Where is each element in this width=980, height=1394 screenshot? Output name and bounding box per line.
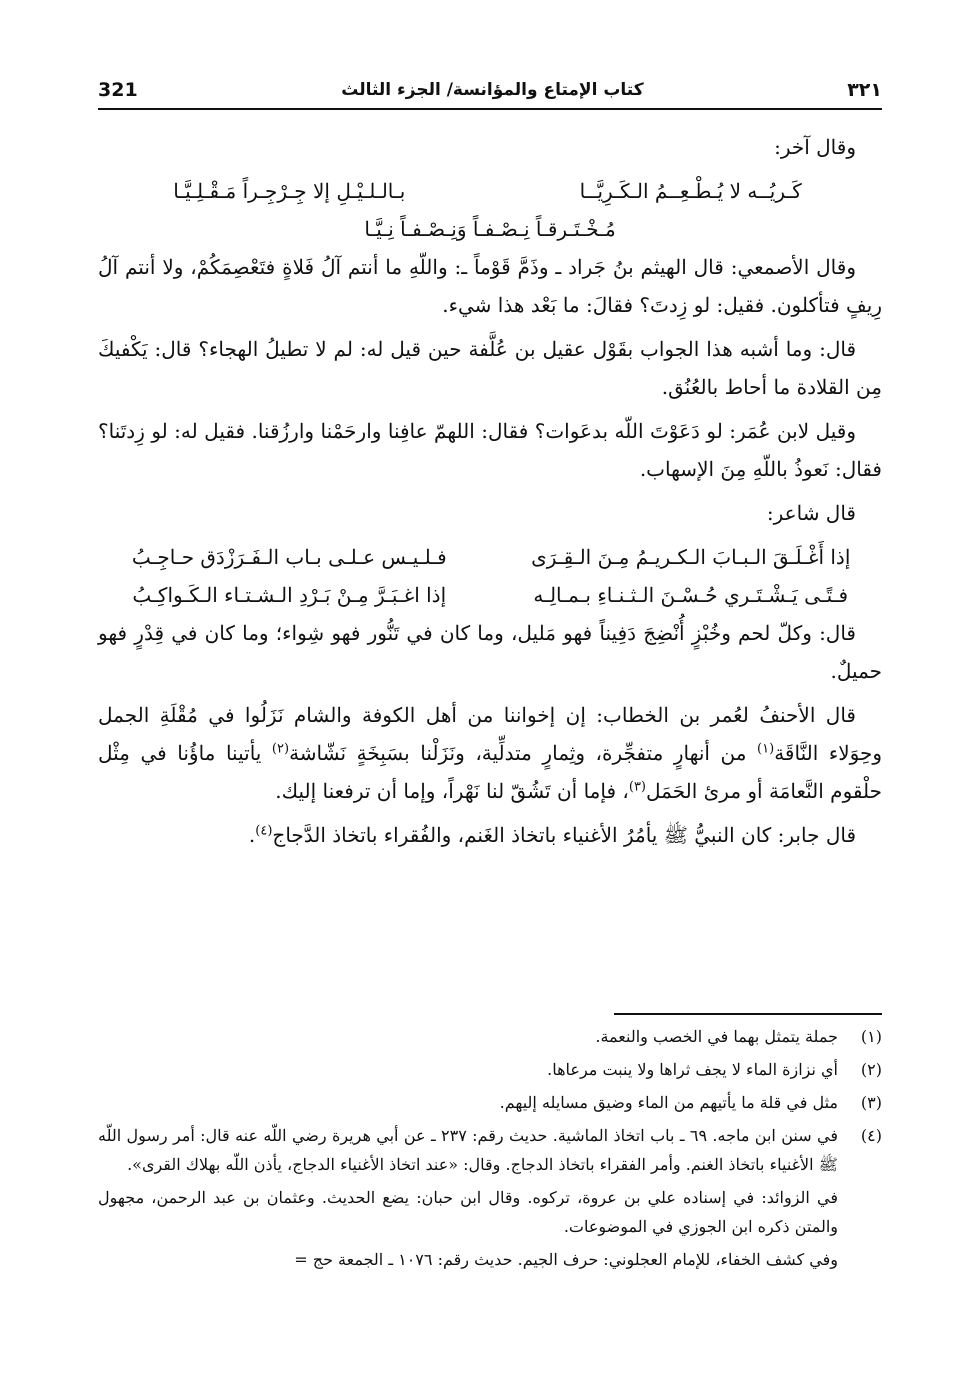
verse-2-text: مُـخْـتَـرقـاً نِـصْـفـاً وَنِـصْـفـاً نِـيَّـا bbox=[364, 217, 616, 241]
ahnaf-text-4: ، فإما أن تَشُقّ لنا نَهْراً، وإما أن ترفعنا إليك. bbox=[275, 779, 629, 803]
ahnaf-text-1: قال الأحنفُ لعُمر بن الخطاب: إن إخواننا من أهل الكوفة والشام نَزَلُوا في مُقْلَةِ الجمل وحِوَلاء النَّاقَة bbox=[98, 703, 882, 765]
footnote-3-number: (٣) bbox=[860, 1093, 882, 1112]
page-header bbox=[98, 72, 882, 110]
footnote-2 bbox=[98, 1055, 882, 1084]
jabir-text-2: . bbox=[248, 823, 256, 847]
paragraph-aqil: قال: وما أشبه هذا الجواب بقَوْل عقيل بن عُلَّفة حين قيل له: لم لا تطيلُ الهجاء؟ قال: يَكْفيكَ مِن القلادة ما أحاط بالعُنُق. bbox=[98, 337, 882, 399]
main-text bbox=[98, 128, 882, 860]
verse-3-second-hemistich: فـلـيـس عـلـى بـاب الـفَـرَزْدَق حـاجِـبُ bbox=[131, 545, 447, 569]
verse-line-2 bbox=[98, 210, 882, 248]
footnote-1-text: جملة يتمثل بهما في الخصب والنعمة. bbox=[595, 1027, 838, 1046]
footnote-ref-3[interactable]: (٣) bbox=[628, 779, 646, 795]
verse-line-1 bbox=[98, 172, 882, 210]
jabir-text-1: قال جابر: كان النبيُّ ﷺ يأمُرُ الأغنياء باتخاذ الغَنم، والفُقراء باتخاذ الدَّجاج bbox=[272, 823, 856, 847]
paragraph-asmai: وقال الأصمعي: قال الهيثم بنُ جَراد ـ وذَمَّ قَوْماً ـ: واللّهِ ما أنتم آلُ فَلاةٍ فتَعْصِمَكُمْ، ولا أنتم آلُ رِيفٍ فتأكلون. فقيل: لو زِدتَ؟ فقالَ: ما بَعْد هذا شيء. bbox=[98, 255, 882, 317]
footnote-ref-1[interactable]: (١) bbox=[757, 741, 775, 757]
paragraph-meat-bread: قال: وكلّ لحم وخُبْزٍ أُنْضِجَ دَفِيناً فهو مَليل، وما كان في تَنُّور فهو شِواء؛ وما كان في قِدْرٍ فهو حميلٌ. bbox=[98, 621, 882, 683]
paragraph-ibn-umar: وقيل لابن عُمَر: لو دَعَوْتَ اللّه بدعَوات؟ فقال: اللهمّ عافِنا وارحَمْنا وارزُقنا. فقيل له: لو زِدتَنا؟ فقال: نَعوذُ باللّهِ مِنَ الإسهاب. bbox=[98, 419, 882, 481]
verse-line-3 bbox=[98, 538, 882, 576]
footnote-2-number: (٢) bbox=[860, 1060, 882, 1079]
footnote-4-text: في سنن ابن ماجه. ٦٩ ـ باب اتخاذ الماشية. حديث رقم: ٢٣٧ ـ عن أبي هريرة رضي اللّه عنه قال: أمر رسول اللّه ﷺ الأغنياء باتخاذ الغنم. وأمر الفقراء باتخاذ الدجاج. وقال: «عند اتخاذ الأغنياء الدجاج، يأذن اللّه بهلاك القرى». bbox=[98, 1126, 839, 1174]
paragraph-label-poet-said: قال شاعر: bbox=[766, 501, 856, 525]
footnote-3-text: مثل في قلة ما يأتيهم من الماء وضيق مسايله إليهم. bbox=[499, 1093, 838, 1112]
footnote-4-zawaid: في الزوائد: في إسناده علي بن عروة، تركوه. وقال ابن حبان: يضع الحديث. وعثمان بن عبد الرحمن، مجهول والمتن ذكره ابن الجوزي في الموضوعات. bbox=[98, 1188, 838, 1236]
footnote-separator bbox=[614, 1013, 882, 1015]
page-number-arabic: ٣٢١ bbox=[847, 79, 882, 101]
footnote-1-number: (١) bbox=[860, 1027, 882, 1046]
paragraph-label-other-said: وقال آخر: bbox=[774, 135, 856, 159]
footnote-ref-4[interactable]: (٤) bbox=[255, 823, 273, 839]
running-title: كتاب الإمتاع والمؤانسة/ الجزء الثالث bbox=[341, 80, 644, 100]
page-number-latin: 321 bbox=[98, 79, 138, 101]
verse-1-first-hemistich: كَـريُــه لا يُـطْـعِــمُ الـكَـرِيَّــا bbox=[579, 179, 802, 203]
verse-3-first-hemistich: إذا أَغْـلَـقَ الـبـابَ الـكـريـمُ مِـنَ الـقِـرَى bbox=[531, 545, 851, 569]
verse-line-4 bbox=[98, 576, 882, 614]
footnotes bbox=[98, 1022, 882, 1278]
footnote-2-text: أي نزازة الماء لا يجف ثراها ولا ينبت مرعاها. bbox=[547, 1060, 838, 1079]
verse-4-first-hemistich: فـتًـى يَـشْـتَـري حُـسْـنَ الـثـنـاءِ بـمـالِـه bbox=[533, 583, 849, 607]
verse-4-second-hemistich: إذا اغـبَـرَّ مِـنْ بَـرْدِ الـشـتـاء الـكَـواكِـبُ bbox=[132, 583, 447, 607]
footnote-3 bbox=[98, 1088, 882, 1117]
ahnaf-text-2: من أنهارٍ متفجِّرة، وثِمارٍ متدلِّية، ونَزَلْنا بسَبِخَةٍ نَشّاشة bbox=[289, 741, 758, 765]
paragraph-jabir bbox=[98, 816, 882, 854]
footnote-4-number: (٤) bbox=[860, 1126, 882, 1145]
footnote-ref-2[interactable]: (٢) bbox=[271, 741, 290, 757]
verse-1-second-hemistich: بـالـلـيْـلِ إلا جِـرْجِـراً مَـقْـلِـيَّـا bbox=[173, 179, 406, 203]
ahnaf-text-3: يأتينا ماؤُنا في مِثْل حلْقوم النَّعامَة أو مرئ الحَمَل bbox=[98, 741, 882, 803]
paragraph-ahnaf bbox=[98, 696, 882, 810]
footnote-1 bbox=[98, 1022, 882, 1051]
footnote-4-kashf: وفي كشف الخفاء، للإمام العجلوني: حرف الجيم. حديث رقم: ١٠٧٦ ـ الجمعة حج = bbox=[294, 1250, 838, 1269]
footnote-4 bbox=[98, 1121, 882, 1179]
